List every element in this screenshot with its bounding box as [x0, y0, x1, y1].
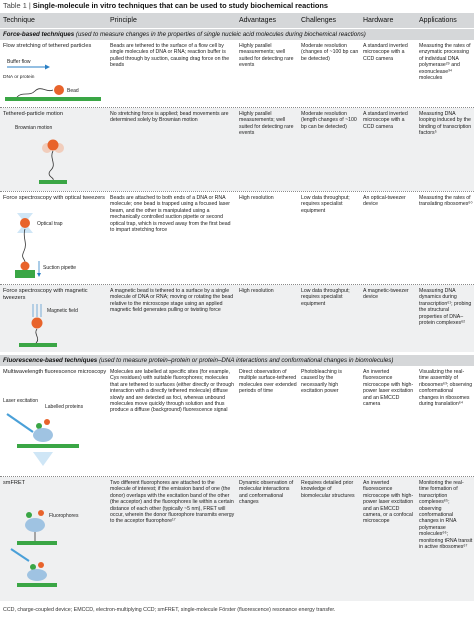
pull-arrowhead	[37, 273, 41, 277]
molecule-lower	[27, 569, 47, 581]
figure-label-buffer-flow: Buffer flow	[7, 59, 31, 65]
applications-text: Visualizing the real-time assembly of ribosomes⁶³; observing conformational changes in ribosomes during translation⁶⁴	[419, 369, 473, 408]
principle-text: No stretching force is applied; bead movements are determined solely by Brownian motion	[110, 111, 229, 124]
advantages-text: Highly parallel measurements; well suited for detecting rare events	[239, 111, 294, 137]
dna-tether	[17, 89, 53, 97]
smfret-illustration	[3, 491, 107, 597]
acceptor-fluorophore-icon	[38, 510, 44, 516]
figure-label-dna: DNA or protein	[3, 75, 35, 80]
laser-beam	[11, 549, 29, 561]
dna-tether	[36, 329, 38, 343]
table-row-optical-tweezers	[0, 192, 474, 284]
principle-text: Molecules are labelled at specific sites (for example, Cys residues) with suitable fluorophores; molecules that are tethered to surfaces (either directly or through interaction with a directly tethered molecule) diffuse slowly and are detected as foci, whereas unbound molecules move quickly through solution and thus produce a diffuse (background) fluorescence signal	[110, 369, 234, 414]
column-header-applications: Applications	[419, 17, 457, 24]
table-row-tethered-particle-motion	[0, 108, 474, 191]
section-title-bold: Force-based techniques	[3, 31, 75, 38]
flow-arrowhead	[45, 65, 50, 70]
technique-name: Multiwavelength fluorescence microscopy	[3, 369, 107, 375]
figure-label-suction-pipette: Suction pipette	[43, 265, 77, 271]
flow-stretching-illustration	[3, 57, 107, 105]
column-header-advantages: Advantages	[239, 17, 276, 24]
surface-bar	[17, 444, 79, 448]
molecule-upper	[25, 518, 45, 532]
table-label: Table 1	[3, 1, 27, 10]
tethered-particle-illustration	[3, 120, 107, 188]
advantages-text: Highly parallel measurements; well suited for detecting rare events	[239, 43, 294, 69]
laser-beam	[7, 414, 33, 432]
column-header-challenges: Challenges	[301, 17, 337, 24]
technique-name: Force spectroscopy with magnetic tweezers	[3, 288, 88, 301]
pipette-bead-icon	[21, 262, 30, 271]
surface-bar	[5, 97, 101, 101]
challenges-text: Requires detailed prior knowledge of biomolecular structures	[301, 480, 355, 499]
surface-bar	[39, 180, 67, 184]
applications-text: Measuring the rates of enzymatic processing of individual DNA polymerase²⁹ and exonuclease³⁴ molecules	[419, 43, 471, 82]
fluorophore-icon	[36, 423, 42, 429]
magnetic-tweezers-illustration	[3, 301, 107, 350]
suction-pipette	[15, 270, 35, 278]
principle-text: Two different fluorophores are attached to the molecule of interest; if the emission band of one (the donor) overlaps with the excitation band of the other (the acceptor) and the fluorophores lie within a certain distance of each other (typically ~5 nm), FRET will occur, wherein the donor fluorophore transmits energy to the acceptor fluorophore¹⁷	[110, 480, 235, 525]
applications-text: Measuring the rates of translating ribosomes⁶⁰	[419, 195, 473, 208]
protein-complex	[33, 428, 53, 442]
principle-text: Beads are attached to both ends of a DNA or RNA molecule; one bead is trapped using a focused laser beam, and the other is manipulated using a mechanically controlled suction pipette or second optical trap, which is moved away from the first bead to impart stretching force	[110, 195, 231, 234]
figure-label-labelled-proteins: Labelled proteins	[45, 404, 84, 410]
challenges-text: Moderate resolution (length changes of ~100 bp can be detected)	[301, 111, 357, 130]
hardware-text: An inverted fluorescence microscope with high-power laser excitation and an EMCCD camera	[363, 369, 414, 408]
magnetic-bead-icon	[32, 318, 43, 329]
principle-text: Beads are tethered to the surface of a flow cell by single molecules of DNA or RNA; reaction buffer is pulled through by suction, causing drag force on the beads	[110, 43, 230, 69]
section-title-rest: (used to measure protein–protein or protein–DNA interactions and conformational changes in biomolecules)	[97, 357, 394, 364]
surface-bar-lower	[17, 583, 57, 587]
hardware-text: An optical-tweezer device	[363, 195, 406, 208]
technique-name: Flow stretching of tethered particles	[3, 43, 92, 49]
challenges-text: Photobleaching is caused by the necessarily high excitation power	[301, 369, 342, 395]
challenges-text: Moderate resolution (changes of ~100 bp can be detected)	[301, 43, 359, 62]
advantages-text: High resolution	[239, 195, 274, 201]
table-footnote: CCD, charge-coupled device; EMCCD, electron-multiplying CCD; smFRET, single-molecule Förster (fluorescence) resonance energy transfer.	[3, 607, 336, 613]
objective-cone	[33, 452, 53, 466]
column-header-row	[0, 13, 474, 28]
hardware-text: A standard inverted microscope with a CCD camera	[363, 43, 408, 62]
table-row-flow-stretching	[0, 40, 474, 107]
figure-label-laser: Laser excitation	[3, 398, 39, 404]
multiwavelength-illustration	[3, 388, 107, 472]
column-header-principle: Principle	[110, 17, 137, 24]
challenges-text: Low data throughput; requires specialist equipment	[301, 195, 350, 214]
figure-label-magnetic-field: Magnetic field	[47, 308, 78, 314]
figure-label-bead: Bead	[67, 88, 79, 94]
applications-text: Measuring DNA looping induced by the binding of transcription factors⁵	[419, 111, 472, 137]
surface-bar	[19, 343, 57, 347]
figure-label-optical-trap: Optical trap	[37, 221, 63, 227]
section-header-fluorescence	[0, 355, 474, 366]
acceptor-fluorophore-icon	[38, 562, 44, 568]
surface-bar-upper	[17, 541, 57, 545]
table-row-smfret	[0, 477, 474, 601]
hardware-text: A magnetic-tweezer device	[363, 288, 409, 301]
caption-separator: |	[28, 1, 31, 10]
column-header-technique: Technique	[3, 17, 35, 24]
section-title-bold: Fluorescence-based techniques	[3, 357, 98, 364]
advantages-text: Direct observation of multiple surface-tethered molecules over extended periods of time	[239, 369, 297, 395]
advantages-text: High resolution	[239, 288, 274, 294]
table-caption	[0, 0, 474, 12]
section-header-force	[0, 29, 474, 40]
technique-name: Tethered-particle motion	[3, 111, 64, 117]
magnetic-field-lines	[33, 304, 41, 317]
applications-text: Measuring DNA dynamics during transcription⁶¹; probing the structural properties of DNA–protein complexes⁶²	[419, 288, 472, 327]
figure-label-brownian: Brownian motion	[15, 125, 53, 131]
table-row-magnetic-tweezers	[0, 285, 474, 352]
technique-name: Force spectroscopy with optical tweezers	[3, 195, 105, 201]
optical-tweezers-illustration	[3, 209, 107, 281]
technique-name: smFRET	[3, 480, 26, 486]
dna-tether	[49, 151, 53, 180]
section-title-rest: (used to measure changes in the properties of single nucleic acid molecules during biochemical reactions)	[74, 31, 366, 38]
principle-text: A magnetic bead is tethered to a surface by a single molecule of DNA or RNA; moving or rotating the bead relative to the microscope stage using an applied magnetic field generates pulling or twisting force	[110, 288, 234, 314]
hardware-text: A standard inverted microscope with a CCD camera	[363, 111, 408, 130]
donor-fluorophore-icon	[26, 512, 32, 518]
applications-text: Monitoring the real-time formation of transcription complexes⁶⁵; observing conformational changes in RNA polymerase molecules⁶⁶; monitoring tRNA transit in active ribosomes⁶⁷	[419, 480, 473, 551]
table-row-multiwavelength	[0, 366, 474, 476]
hardware-text: An inverted fluorescence microscope with high-power laser excitation and an EMCCD camera, or a confocal microscope	[363, 480, 414, 525]
fluorophore-icon	[44, 419, 50, 425]
bead-icon	[48, 140, 59, 151]
dna-tether	[23, 229, 26, 263]
trapped-bead-icon	[20, 218, 30, 228]
challenges-text: Low data throughput; requires specialist equipment	[301, 288, 350, 307]
column-header-hardware: Hardware	[363, 17, 394, 24]
advantages-text: Dynamic observation of molecular interactions and conformational changes	[239, 480, 294, 506]
donor-fluorophore-icon	[30, 564, 36, 570]
table-title: Single-molecule in vitro techniques that can be used to study biochemical reactions	[32, 1, 329, 10]
bead-icon	[54, 85, 64, 95]
figure-label-fluorophores: Fluorophores	[49, 513, 79, 519]
